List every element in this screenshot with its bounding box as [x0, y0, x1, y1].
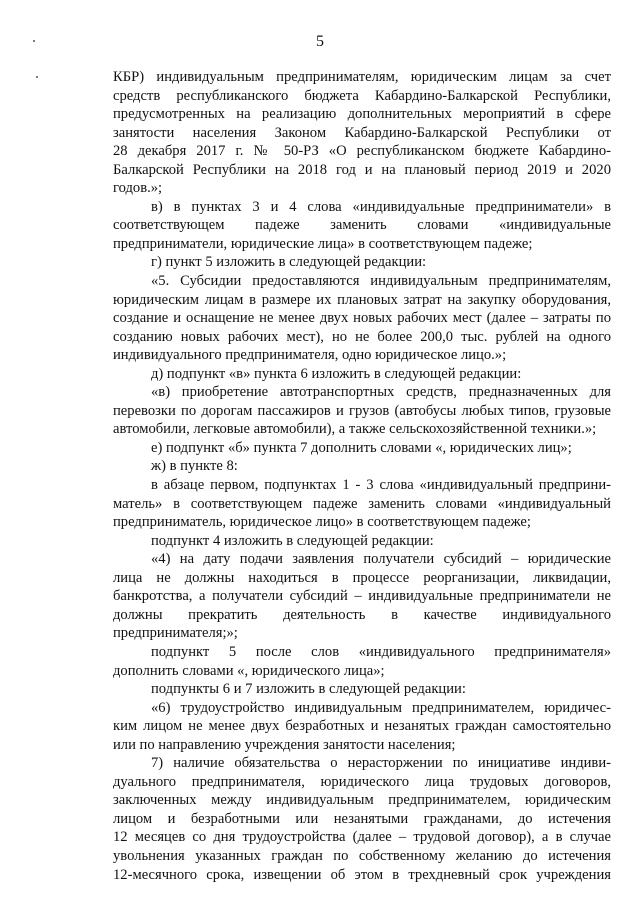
- text-line: КБР) индивидуальным предпринимателям, юридическим лицам за счет: [113, 69, 611, 85]
- text-line: предприниматель, юридическое лицо» в соответствующем падеже;: [113, 514, 531, 531]
- text-line: или по направлению учреждения занятости населения;: [113, 736, 456, 753]
- text-line: предпринимателя;»;: [113, 625, 238, 642]
- text-line: «в) приобретение автотранспортных средств, предназначенных для: [151, 384, 611, 401]
- text-line: предприниматели, юридические лица» в соответствующем падеже;: [113, 235, 533, 252]
- text-line: 12-месячного срока, извещении об этом в трехдневный срок учреждения: [113, 866, 611, 883]
- text-line: «4) на дату подачи заявления получатели субсидий – юридические: [151, 551, 611, 568]
- text-line: 28 декабря 2017 г. № 50-РЗ «О республиканском бюджете Кабардино-: [113, 143, 611, 160]
- text-line: 12 месяцев со дня трудоустройства (далее – трудовой договор), а в случае: [113, 829, 611, 846]
- text-line: д) подпункт «в» пункта 6 изложить в следующей редакции:: [151, 365, 522, 382]
- text-line: подпункт 4 изложить в следующей редакции:: [151, 532, 434, 549]
- text-line: автомобили, легковые автомобили), а также сельскохозяйственной техники.»;: [113, 421, 597, 438]
- text-line: е) подпункт «б» пункта 7 дополнить словами «, юридических лиц»;: [151, 439, 572, 456]
- text-line: г) пункт 5 изложить в следующей редакции:: [151, 254, 427, 271]
- text-line: лицом и безработными или незанятыми гражданами, до истечения: [113, 810, 611, 827]
- text-line: юридическим лицам в размере их плановых затрат на закупку оборудования,: [113, 291, 611, 308]
- text-line: 7) наличие обязательства о нерасторжении по инициативе индиви-: [151, 755, 611, 772]
- text-line: банкротства, а получатели субсидий – индивидуальные предприниматели не: [113, 588, 611, 605]
- text-line: перевозки по дорогам пассажиров и грузов (автобусы любых типов, грузовые: [113, 402, 611, 419]
- text-line: увольнения указанных граждан по собственному желанию до истечения: [113, 847, 611, 864]
- text-line: заключенных между индивидуальным предпринимателем, юридическим: [113, 792, 611, 809]
- text-line: в) в пунктах 3 и 4 слова «индивидуальные предприниматели» в: [151, 198, 611, 215]
- text-line: занятости населения Законом Кабардино-Балкарской Республики от: [113, 124, 611, 141]
- text-line: индивидуального предпринимателя, одно юридическое лицо.»;: [113, 347, 507, 364]
- text-line: подпункты 6 и 7 изложить в следующей редакции:: [151, 681, 466, 698]
- text-line: «6) трудоустройство индивидуальным предпринимателем, юридичес-: [151, 699, 611, 716]
- scan-speck: [36, 76, 38, 78]
- text-line: средств республиканского бюджета Кабардино-Балкарской Республики,: [113, 87, 611, 104]
- text-line: созданию новых рабочих мест), но не более 200,0 тыс. рублей на одного: [113, 328, 611, 345]
- text-line: соответствующем падеже заменить словами «индивидуальные: [113, 217, 611, 234]
- document-body: [113, 68, 611, 884]
- text-line: дополнить словами «, юридического лица»;: [113, 662, 385, 679]
- text-line: должны прекратить деятельность в качестве индивидуального: [113, 606, 611, 623]
- text-line: лица не должны находиться в процессе реорганизации, ликвидации,: [113, 569, 611, 586]
- text-line: создание и оснащение не менее двух новых рабочих мест (далее – затраты по: [113, 310, 611, 327]
- text-line: ж) в пункте 8:: [151, 458, 238, 475]
- text-line: в абзаце первом, подпунктах 1 - 3 слова «индивидуальный предприни-: [151, 477, 611, 494]
- text-line: годов.»;: [113, 180, 163, 197]
- text-line: «5. Субсидии предоставляются индивидуальным предпринимателям,: [151, 273, 611, 290]
- text-line: подпункт 5 после слов «индивидуального предпринимателя»: [151, 643, 611, 660]
- text-line: Балкарской Республики на 2018 год и на плановый период 2019 и 2020: [113, 161, 611, 178]
- text-line: предусмотренных на реализацию дополнительных мероприятий в сфере: [113, 106, 611, 123]
- text-line: матель» в соответствующем падеже заменить словами «индивидуальный: [113, 495, 611, 512]
- page-number: 5: [316, 33, 324, 50]
- text-line: дуального предпринимателя, юридического лица трудовых договоров,: [113, 773, 611, 790]
- text-line: ким лицом не менее двух безработных и незанятых граждан самостоятельно: [113, 718, 611, 735]
